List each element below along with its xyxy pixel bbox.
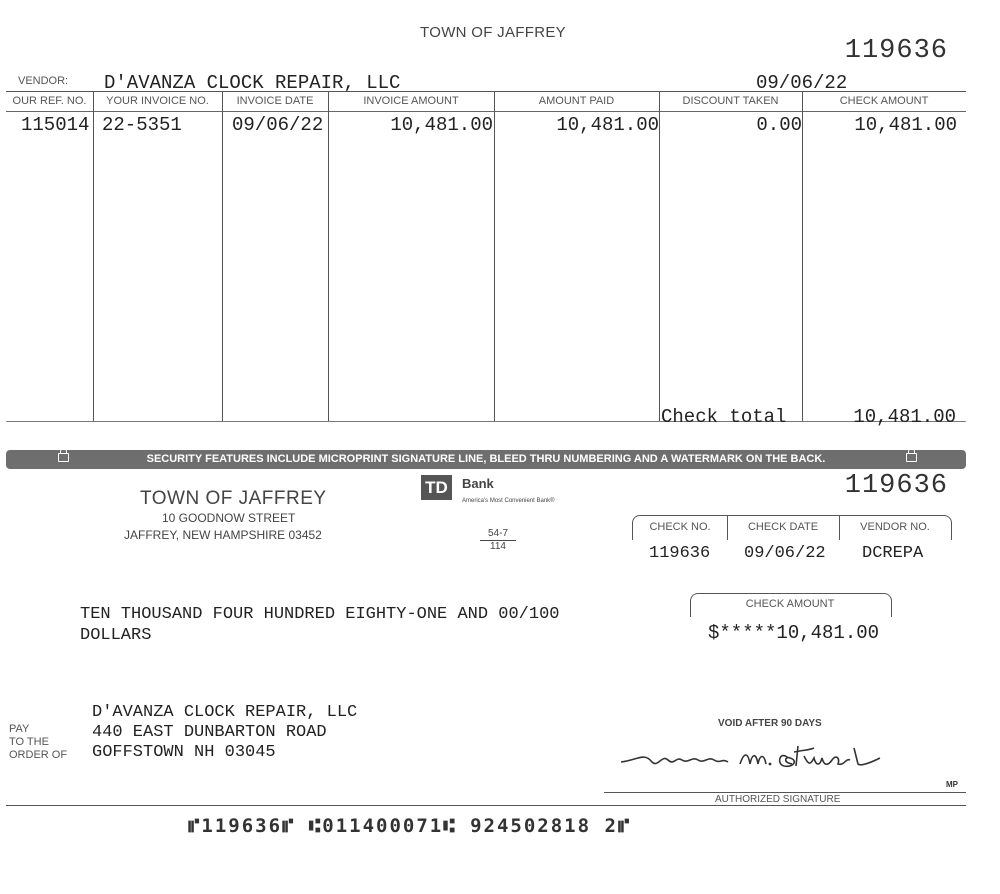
payee-street: 440 EAST DUNBARTON ROAD (92, 723, 327, 742)
header-our-ref: OUR REF. NO. (12, 95, 87, 107)
header-invoice-date: INVOICE DATE (236, 95, 314, 107)
security-text: SECURITY FEATURES INCLUDE MICROPRINT SIGNATURE LINE, BLEED THRU NUMBERING AND A WATERMARK ON THE BACK. (146, 453, 826, 465)
stub-check-number: 119636 (844, 36, 948, 66)
authorized-signature-label: AUTHORIZED SIGNATURE (715, 794, 841, 805)
lock-icon (906, 453, 917, 462)
cell-invoice-date: 09/06/22 (232, 114, 324, 136)
cell-check-amount: 10,481.00 (854, 114, 957, 136)
mp-security-mark: MP (946, 780, 958, 789)
bank-logo: TD (421, 475, 452, 500)
fraction-top: 54-7 (480, 528, 516, 541)
fraction-bottom: 114 (490, 541, 506, 552)
micr-line: ⑈119636⑈ ⑆011400071⑆ 924502818 2⑈ (188, 815, 632, 837)
bank-name: Bank (462, 476, 494, 491)
info-vendor-no: DCREPA (862, 544, 924, 563)
payee-name: D'AVANZA CLOCK REPAIR, LLC (92, 703, 358, 722)
info-header-check-no: CHECK NO. (649, 521, 711, 533)
header-check-amount: CHECK AMOUNT (839, 95, 929, 107)
info-header-check-date: CHECK DATE (747, 521, 819, 533)
payer-street: 10 GOODNOW STREET (162, 511, 296, 525)
remittance-table (6, 91, 966, 422)
cell-discount: 0.00 (756, 114, 802, 136)
void-notice: VOID AFTER 90 DAYS (718, 718, 822, 729)
header-invoice-amount: INVOICE AMOUNT (363, 95, 459, 107)
check-total-value: 10,481.00 (853, 406, 956, 428)
signature (618, 738, 893, 774)
info-header-vendor-no: VENDOR NO. (860, 521, 930, 533)
vendor-label: VENDOR: (18, 75, 69, 87)
amount-words-line2: DOLLARS (80, 626, 152, 645)
check-bottom-border (6, 805, 966, 806)
check-total-label: Check total (661, 406, 787, 428)
info-check-date: 09/06/22 (744, 544, 826, 563)
security-band (6, 450, 966, 469)
amount-in-words (80, 604, 559, 646)
header-invoice-no: YOUR INVOICE NO. (106, 95, 209, 107)
cell-invoice-amount: 10,481.00 (390, 114, 493, 136)
check-amount-header: CHECK AMOUNT (745, 598, 835, 610)
bank-tagline: America's Most Convenient Bank® (462, 498, 555, 504)
stub-title: TOWN OF JAFFREY (420, 24, 566, 41)
header-discount-taken: DISCOUNT TAKEN (682, 95, 779, 107)
payee-address (92, 703, 357, 763)
info-check-no: 119636 (649, 544, 711, 563)
routing-fraction (480, 528, 516, 552)
check-info-box (632, 515, 952, 540)
signature-line (604, 792, 966, 793)
payer-name: TOWN OF JAFFREY (140, 488, 327, 509)
lock-icon (58, 453, 69, 462)
pay-to-the-order-of-label: PAY TO THE ORDER OF (9, 723, 68, 761)
payer-city: JAFFREY, NEW HAMPSHIRE 03452 (124, 528, 322, 542)
cell-invoice-no: 22-5351 (102, 114, 182, 136)
cell-our-ref: 115014 (21, 114, 90, 136)
cell-amount-paid: 10,481.00 (556, 114, 659, 136)
vendor-name: D'AVANZA CLOCK REPAIR, LLC (104, 72, 401, 94)
header-amount-paid: AMOUNT PAID (538, 95, 615, 107)
stub-date: 09/06/22 (756, 72, 848, 94)
check-number: 119636 (844, 471, 948, 501)
payee-city: GOFFSTOWN NH 03045 (92, 743, 276, 762)
amount-words-line1: TEN THOUSAND FOUR HUNDRED EIGHTY-ONE AND 00/100 (80, 605, 560, 624)
check-amount-value: $*****10,481.00 (708, 622, 880, 644)
